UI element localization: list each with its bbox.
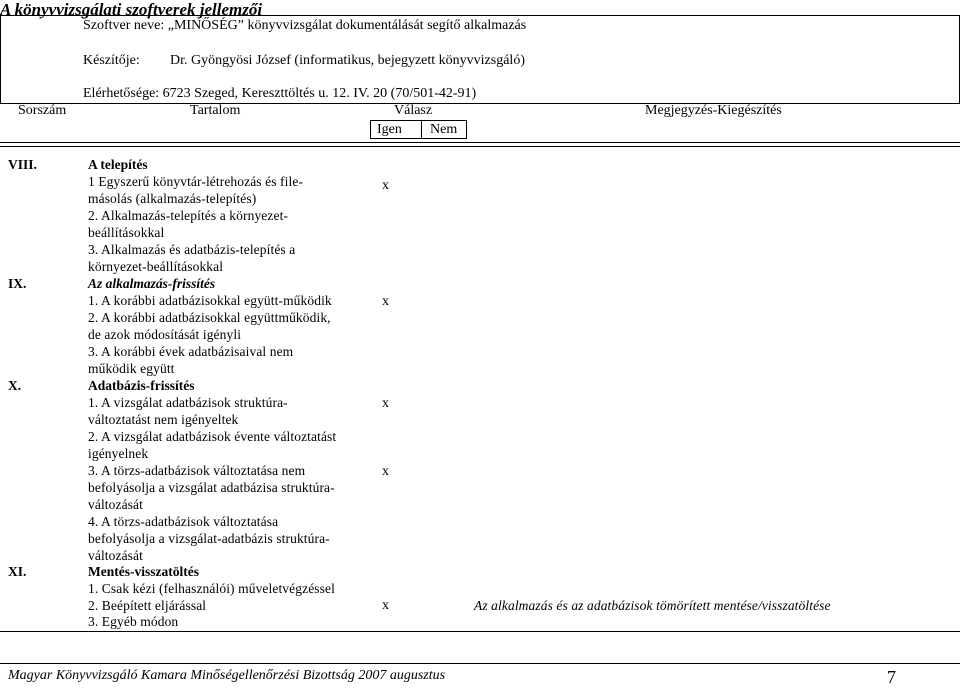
section-title: Mentés-visszatöltés <box>88 564 199 579</box>
header-valasz: Válasz <box>394 103 433 118</box>
row-text-line: 2. A vizsgálat adatbázisok évente változtatást <box>88 429 337 444</box>
row-text-line: 2. Alkalmazás-telepítés a környezet- <box>88 208 289 223</box>
row-text-line: változtatást nem igényeltek <box>88 412 239 427</box>
section-title: Adatbázis-frissítés <box>88 378 195 393</box>
header-divider <box>0 142 960 143</box>
row-text-line: környezet-beállításokkal <box>88 259 224 274</box>
footer-divider <box>0 663 960 664</box>
row-text-line: de azok módosítását igényli <box>88 327 242 342</box>
author-name: Dr. Gyöngyösi József (informatikus, bejegyzett könyvvizsgáló) <box>170 53 525 68</box>
section-title: A telepítés <box>88 157 148 172</box>
row-text-line: befolyásolja a vizsgálat-adatbázis struktúra- <box>88 531 330 546</box>
row-text-line: változását <box>88 497 143 512</box>
row-text-line: 2. Beépített eljárással <box>88 598 207 613</box>
row-text-line: 1. A korábbi adatbázisokkal együtt-működik <box>88 293 332 308</box>
page-number: 7 <box>887 667 896 687</box>
row-text-line: 3. A korábbi évek adatbázisaival nem <box>88 344 294 359</box>
header-tartalom: Tartalom <box>190 103 241 118</box>
page-title: A könyvvizsgálati szoftverek jellemzői <box>0 0 263 19</box>
row-text-line: 4. A törzs-adatbázisok változtatása <box>88 514 279 529</box>
row-text-line: beállításokkal <box>88 225 165 240</box>
header-nem: Nem <box>430 122 458 137</box>
contact-info: Elérhetősége: 6723 Szeged, Kereszttöltés u. 12. IV. 20 (70/501-42-91) <box>83 86 477 101</box>
row-text-line: 2. A korábbi adatbázisokkal együttműködik, <box>88 310 331 325</box>
header-igen: Igen <box>377 122 402 137</box>
note-text: Az alkalmazás és az adatbázisok tömörített mentése/visszatöltése <box>474 598 831 613</box>
header-sorszam: Sorszám <box>18 103 67 118</box>
igen-mark: x <box>382 396 389 411</box>
row-text-line: 1 Egyszerű könyvtár-létrehozás és file- <box>88 174 304 189</box>
igen-mark: x <box>382 598 389 613</box>
igen-mark: x <box>382 464 389 479</box>
section-number: VIII. <box>8 157 37 172</box>
software-name: Szoftver neve: „MINŐSÉG” könyvvizsgálat dokumentálását segítő alkalmazás <box>83 18 527 33</box>
footer-text: Magyar Könyvvizsgáló Kamara Minőségellenőrzési Bizottság 2007 augusztus <box>8 668 446 683</box>
row-text-line: működik együtt <box>88 361 175 376</box>
row-text-line: igényelnek <box>88 446 149 461</box>
row-text-line: 1. Csak kézi (felhasználói) műveletvégzéssel <box>88 581 335 596</box>
section-title: Az alkalmazás-frissítés <box>88 276 216 291</box>
header-megjegyzes: Megjegyzés-Kiegészítés <box>645 103 782 118</box>
header-divider-double <box>0 146 960 147</box>
row-divider <box>0 631 960 632</box>
row-text-line: 3. A törzs-adatbázisok változtatása nem <box>88 463 306 478</box>
author-label: Készítője: <box>83 53 140 68</box>
row-text-line: változását <box>88 548 143 563</box>
row-text-line: másolás (alkalmazás-telepítés) <box>88 191 257 206</box>
section-number: IX. <box>8 276 27 291</box>
row-text-line: 3. Alkalmazás és adatbázis-telepítés a <box>88 242 296 257</box>
igen-mark: x <box>382 294 389 309</box>
row-text-line: 1. A vizsgálat adatbázisok struktúra- <box>88 395 288 410</box>
row-text-line: 3. Egyéb módon <box>88 614 179 629</box>
section-number: XI. <box>8 564 27 579</box>
section-number: X. <box>8 378 22 393</box>
row-text-line: befolyásolja a vizsgálat adatbázisa struktúra- <box>88 480 335 495</box>
igen-mark: x <box>382 178 389 193</box>
